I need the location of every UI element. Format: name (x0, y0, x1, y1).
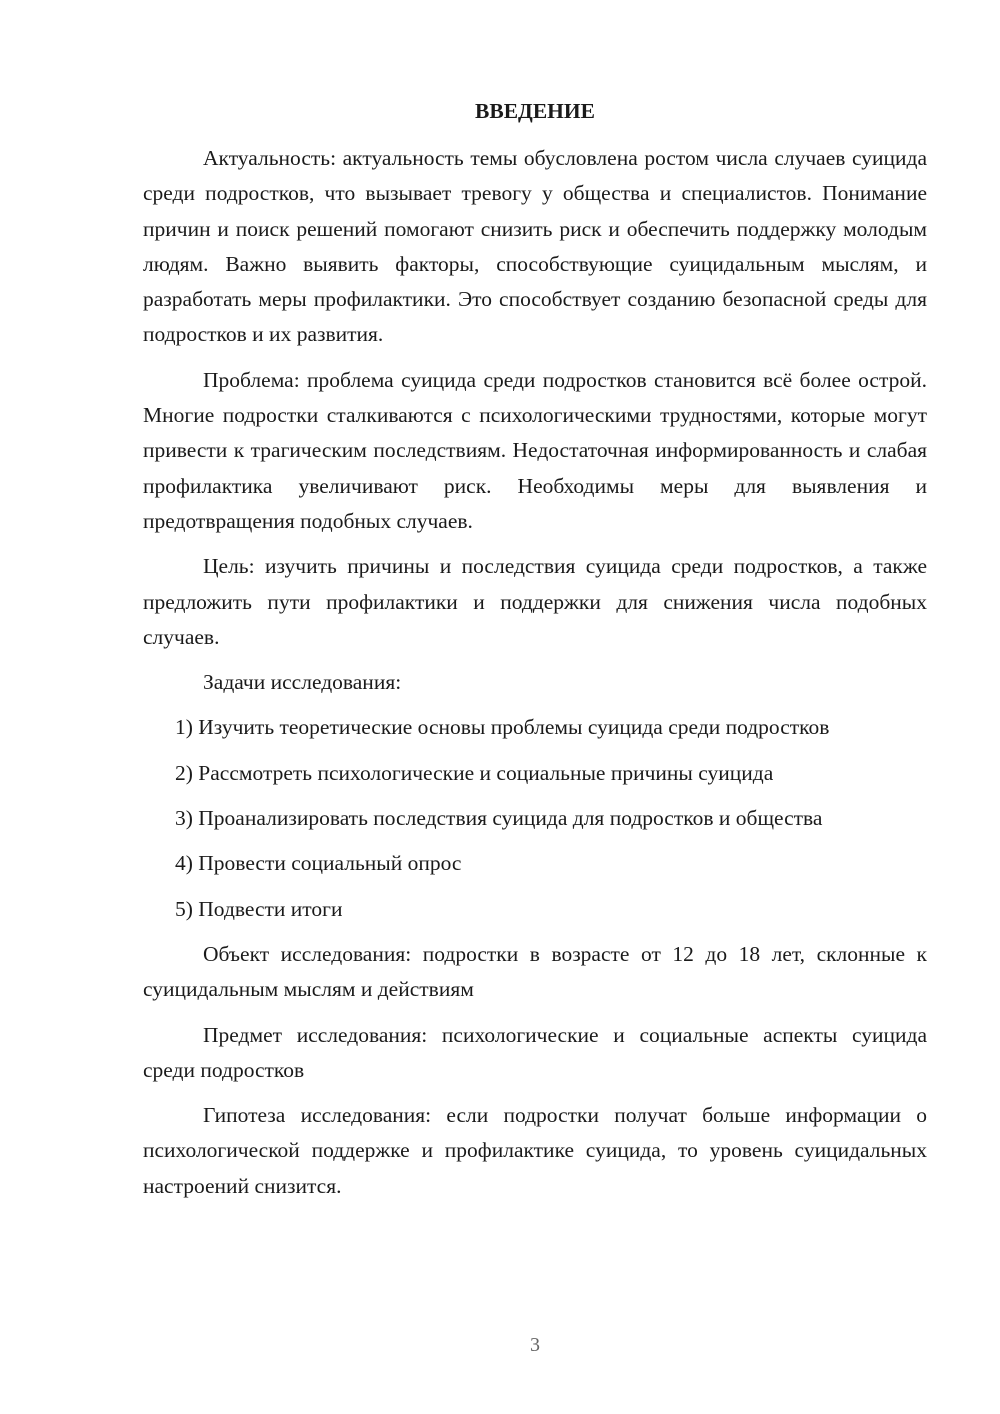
page-number: 3 (530, 1334, 540, 1356)
object-paragraph: Объект исследования: подростки в возрасте от 12 до 18 лет, склонные к суицидальным мыслям и действиям (143, 941, 927, 1002)
hypothesis-paragraph: Гипотеза исследования: если подростки получат больше информации о психологической поддержке и профилактике суицида, то уровень суицидальных настроений снизится. (143, 1103, 927, 1198)
relevance-paragraph: Актуальность: актуальность темы обусловлена ростом числа случаев суицида среди подростков, что вызывает тревогу у общества и специалистов. Понимание причин и поиск решений помогают снизить риск и обеспечить поддержку молодым людям. Важно выявить факторы, способствующие суицидальным мыслям, и разработать меры профилактики. Это способствует созданию безопасной среды для подростков и их развития. (143, 146, 927, 347)
task-item-5: 5) Подвести итоги (175, 896, 343, 921)
task-item-4: 4) Провести социальный опрос (175, 851, 462, 876)
goal-paragraph: Цель: изучить причины и последствия суицида среди подростков, а также предложить пути профилактики и поддержки для снижения числа подобных случаев. (143, 554, 927, 649)
subject-paragraph: Предмет исследования: психологические и социальные аспекты суицида среди подростков (143, 1022, 927, 1082)
tasks-heading: Задачи исследования: (203, 670, 402, 695)
page-content (143, 94, 927, 1214)
problem-paragraph: Проблема: проблема суицида среди подростков становится всё более острой. Многие подростки сталкиваются с психологическими трудностями, которые могут привести к трагическим последствиям. Недостаточная информированность и слабая профилактика увеличивают риск. Необходимы меры для выявления и предотвращения подобных случаев. (143, 367, 927, 533)
section-title: ВВЕДЕНИЕ (475, 99, 595, 123)
task-item-2: 2) Рассмотреть психологические и социальные причины суицида (175, 760, 774, 785)
task-item-1: 1) Изучить теоретические основы проблемы суицида среди подростков (175, 715, 830, 740)
task-item-3: 3) Проанализировать последствия суицида для подростков и общества (175, 806, 823, 831)
